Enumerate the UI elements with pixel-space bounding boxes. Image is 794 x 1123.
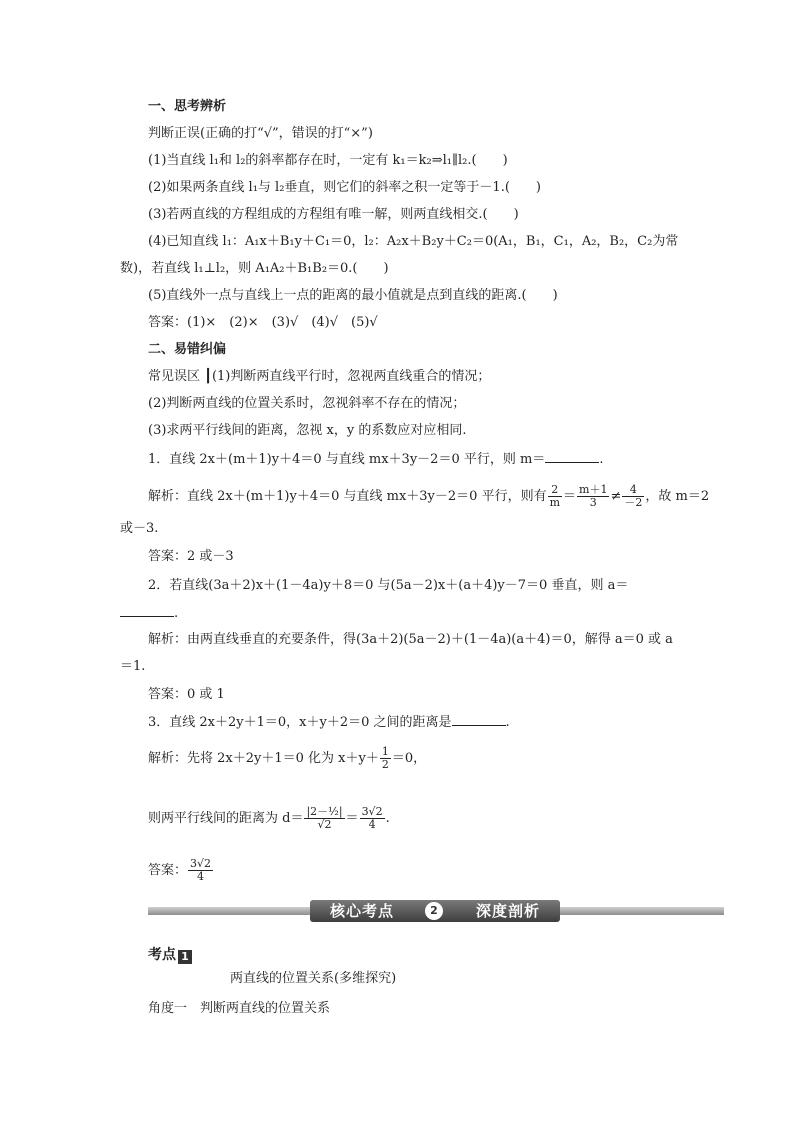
fraction: $\frac{1}{2}$ <box>381 745 389 771</box>
fraction: $\frac{3√2}{4}$ <box>190 857 212 883</box>
problem-2-blank: . <box>120 604 178 623</box>
question-2: (2)如果两条直线 l₁与 l₂垂直，则它们的斜率之积一定等于－1.( ) <box>148 180 541 195</box>
answer-blank <box>452 713 506 726</box>
question-4-line2: 数)，若直线 l₁⊥l₂，则 A₁A₂＋B₁B₂＝0.( ) <box>120 261 389 276</box>
p3-sol-end: ＝0， <box>391 751 427 766</box>
fraction: $\frac{3√2}{4}$ <box>361 805 383 831</box>
instruction: 判断正误(正确的打“√”，错误的打“×”) <box>148 126 373 141</box>
problem-2-solution: 解析：由两直线垂直的充要条件，得(3a＋2)(5a－2)＋(1－4a)(a＋4)＝0，解得 a＝0 或 a <box>148 632 673 647</box>
problem-3-text: 3．直线 2x＋2y＋1＝0，x＋y＋2＝0 之间的距离是 <box>148 715 452 730</box>
p3-dist-text: 则两平行线间的距离为 d＝ <box>148 811 304 826</box>
answer-1: 答案：(1)× (2)× (3)√ (4)√ (5)√ <box>148 315 378 330</box>
angle-1: 角度一 判断两直线的位置关系 <box>148 1001 331 1016</box>
problem-1-solution: 解析：直线 2x＋(m＋1)y＋4＝0 与直线 mx＋3y－2＝0 平行，则有 $\frac{2}{m}$ ＝ $\frac{m+1}{3}$ ≠ $\frac{4}{-2}$ ，故 m＝2 <box>148 483 710 509</box>
fraction: $\frac{m+1}{3}$ <box>579 483 608 509</box>
fraction: $\frac{4}{-2}$ <box>624 483 643 509</box>
kaodian-number-icon: 1 <box>178 950 192 964</box>
problem-1: 1．直线 2x＋(m＋1)y＋4＝0 与直线 mx＋3y－2＝0 平行，则 m＝ . <box>148 452 604 467</box>
banner-left-text: 核心考点 <box>330 902 395 920</box>
problem-1-solution-cont: 或－3. <box>120 521 159 536</box>
answer-blank <box>120 604 174 617</box>
problem-2: 2．若直线(3a＋2)x＋(1－4a)y＋8＝0 与(5a－2)x＋(a＋4)y－7＝0 垂直，则 a＝ <box>148 578 629 593</box>
problem-3-solution <box>148 746 426 771</box>
p1-sol-text: 解析：直线 2x＋(m＋1)y＋4＝0 与直线 mx＋3y－2＝0 平行，则有 <box>148 489 547 504</box>
topic-title: 两直线的位置关系(多维探究) <box>230 971 397 986</box>
mistake-3: (3)求两平行线间的距离，忽视 x，y 的系数应对应相同. <box>148 423 467 438</box>
p1-sol-end: ，故 m＝2 <box>645 489 710 504</box>
mistake-1: 常见误区 ┃(1)判断两直线平行时，忽视两直线重合的情况； <box>148 369 491 384</box>
question-1: (1)当直线 l₁和 l₂的斜率都存在时，一定有 k₁＝k₂⇒l₁∥l₂.( ) <box>148 153 508 168</box>
problem-3-distance: 则两平行线间的距离为 d＝ $\frac{\text{|2－½|}}{√2}$ ＝ $\frac{3√2}{4}$ . <box>148 805 390 831</box>
answer-blank <box>545 450 599 463</box>
kaodian-heading <box>148 944 192 964</box>
fraction: $\frac{\text{|2－½|}}{√2}$ <box>306 805 343 831</box>
problem-2-solution-cont: ＝1. <box>120 659 146 674</box>
problem-1-answer: 答案：2 或－3 <box>148 549 234 564</box>
problem-3: 3．直线 2x＋2y＋1＝0，x＋y＋2＝0 之间的距离是 . <box>148 715 510 730</box>
problem-3-answer <box>148 858 214 883</box>
banner-box <box>310 900 560 922</box>
section1-title: 一、思考辨析 <box>148 99 227 114</box>
problem-2-answer: 答案：0 或 1 <box>148 687 225 702</box>
banner-number-icon: 2 <box>425 902 443 920</box>
question-4-line1: (4)已知直线 l₁：A₁x＋B₁y＋C₁＝0，l₂：A₂x＋B₂y＋C₂＝0(A₁，B₁，C₁，A₂，B₂，C₂为常 <box>148 234 679 249</box>
question-3: (3)若两直线的方程组成的方程组有唯一解，则两直线相交.( ) <box>148 207 519 222</box>
mistake-2: (2)判断两直线的位置关系时，忽视斜率不存在的情况； <box>148 396 466 411</box>
kaodian-label: 考点 <box>148 947 176 963</box>
p3-ans-label: 答案： <box>148 863 188 878</box>
problem-1-text: 1．直线 2x＋(m＋1)y＋4＝0 与直线 mx＋3y－2＝0 平行，则 m＝ <box>148 452 546 467</box>
banner-right-text: 深度剖析 <box>475 902 540 920</box>
p3-sol-text: 解析：先将 2x＋2y＋1＝0 化为 x＋y＋ <box>148 751 379 766</box>
section-banner <box>148 900 724 922</box>
question-5: (5)直线外一点与直线上一点的距离的最小值就是点到直线的距离.( ) <box>148 288 558 303</box>
fraction: $\frac{2}{m}$ <box>549 483 561 509</box>
section2-title: 二、易错纠偏 <box>148 342 227 357</box>
